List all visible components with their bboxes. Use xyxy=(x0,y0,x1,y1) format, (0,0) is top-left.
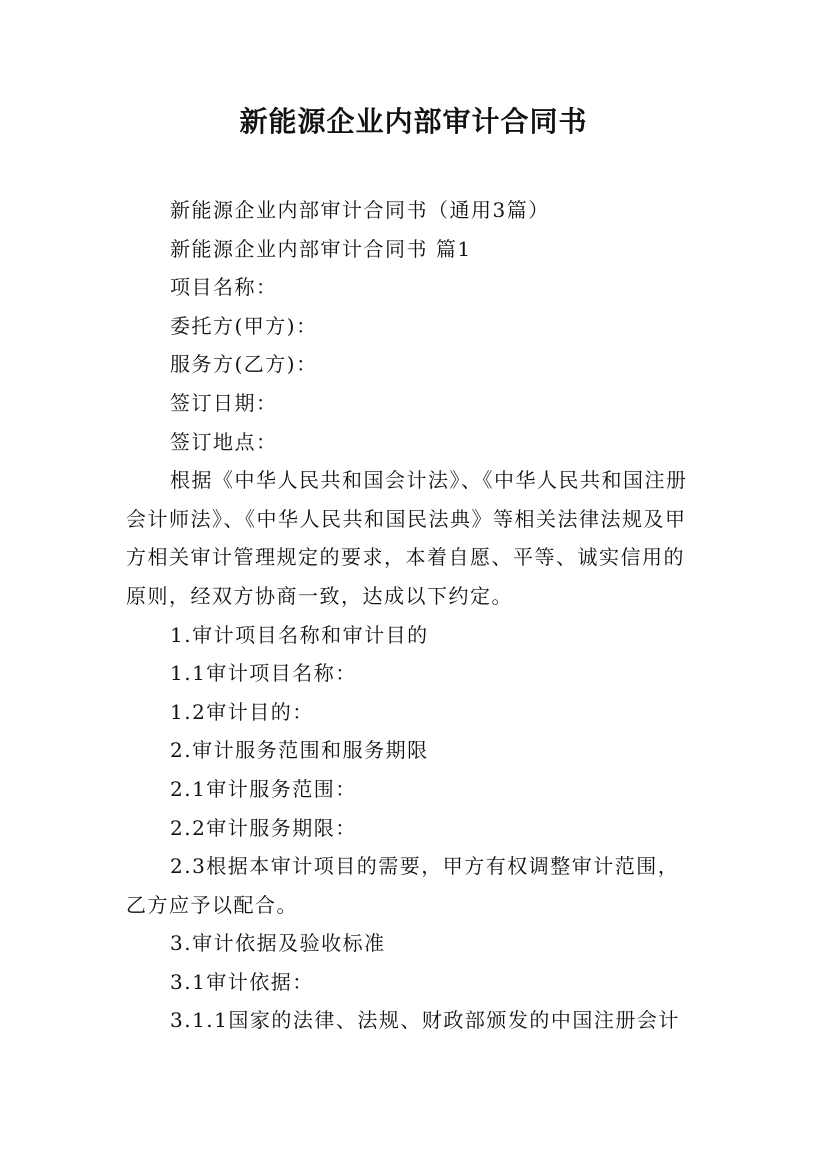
basis-paragraph-line-4: 原则，经双方协商一致，达成以下约定。 xyxy=(126,583,513,608)
clause-2-2: 2.2审计服务期限： xyxy=(170,815,357,840)
clause-2-1: 2.1审计服务范围： xyxy=(170,776,357,801)
basis-paragraph-line-2: 会计师法》、《中华人民共和国民法典》等相关法律法规及甲 xyxy=(126,506,687,531)
clause-3-heading: 3.审计依据及验收标准 xyxy=(170,931,386,956)
clause-1-heading: 1.审计项目名称和审计目的 xyxy=(170,622,429,647)
clause-1-2: 1.2审计目的： xyxy=(170,699,314,724)
clause-3-1-1: 3.1.1国家的法律、法规、财政部颁发的中国注册会计 xyxy=(170,1008,680,1033)
clause-1-1: 1.1审计项目名称： xyxy=(170,661,357,686)
field-provider-party-b: 服务方(乙方)： xyxy=(170,352,318,377)
document-body xyxy=(126,191,706,1040)
field-client-party-a: 委托方(甲方)： xyxy=(170,313,318,338)
field-project-name: 项目名称： xyxy=(170,275,278,300)
clause-2-3-line-2: 乙方应予以配合。 xyxy=(126,892,298,917)
basis-paragraph-line-1: 根据《中华人民共和国会计法》、《中华人民共和国注册 xyxy=(170,468,688,493)
document-title: 新能源企业内部审计合同书 xyxy=(239,105,588,138)
clause-2-heading: 2.审计服务范围和服务期限 xyxy=(170,738,429,763)
section-heading: 新能源企业内部审计合同书 篇1 xyxy=(170,236,472,261)
field-sign-place: 签订地点： xyxy=(170,429,278,454)
field-sign-date: 签订日期： xyxy=(170,390,278,415)
clause-2-3-line-1: 2.3根据本审计项目的需要，甲方有权调整审计范围， xyxy=(170,854,680,879)
subtitle-line: 新能源企业内部审计合同书（通用3篇） xyxy=(170,198,550,222)
clause-3-1: 3.1审计依据： xyxy=(170,969,314,994)
basis-paragraph-line-3: 方相关审计管理规定的要求，本着自愿、平等、诚实信用的 xyxy=(126,545,685,570)
